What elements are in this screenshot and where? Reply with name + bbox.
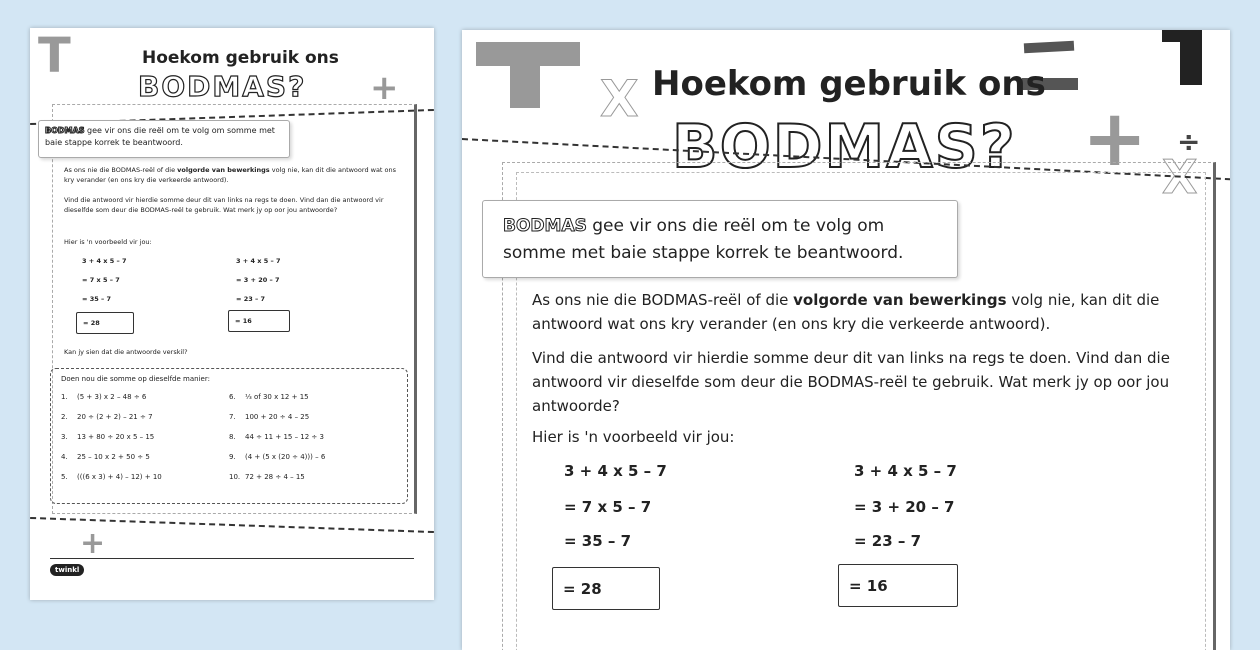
example-right-line: = 23 – 7 [236,295,266,303]
task-question: 13 + 80 ÷ 20 x 5 – 15 [77,433,155,441]
p1-bold: volgorde van bewerkings [793,291,1007,309]
title-line2: BODMAS? [138,70,307,103]
tasks-heading: Doen nou die somme op dieselfde manier: [61,375,210,383]
x-decoration: X [600,70,639,128]
paragraph-3: Hier is 'n voorbeeld vir jou: [532,428,735,446]
task-row [61,387,397,407]
task-question: (4 + (5 x (20 ÷ 4))) – 6 [245,453,326,461]
p1-pre: As ons nie die BODMAS-reël of die [64,166,178,174]
plus-decoration: + [370,68,399,108]
task-number: 9. [229,453,236,461]
footer-line [50,558,414,559]
task-question: (5 + 3) x 2 – 48 ÷ 6 [77,393,147,401]
p1-post: volg nie, kan dit die antwoord wat ons kry verander (en ons kry die verkeerde antwoord). [532,291,1160,333]
example-left-line: = 7 x 5 – 7 [82,276,120,284]
task-number: 2. [61,413,68,421]
task-number: 7. [229,413,236,421]
task-question: 72 + 28 ÷ 4 – 15 [245,473,305,481]
task-row [61,407,397,427]
t-shape-decoration [1180,30,1202,85]
example-left-line: 3 + 4 x 5 – 7 [564,462,667,480]
p1-post: volg nie, kan dit die antwoord wat ons kry verander (en ons kry die verkeerde antwoord). [64,166,397,184]
task-question: ⅓ of 30 x 12 + 15 [245,393,309,401]
intro-text: gee vir ons die reël om te volg om somme met baie stappe korrek te beantwoord. [45,126,275,147]
task-question: 100 + 20 ÷ 4 – 25 [245,413,310,421]
example-right-line: = 3 + 20 – 7 [236,276,280,284]
task-question: 44 ÷ 11 + 15 – 12 ÷ 3 [245,433,324,441]
task-question: (((6 x 3) + 4) – 12) + 10 [77,473,162,481]
task-number: 10. [229,473,241,481]
example-right-line: = 23 – 7 [854,532,922,550]
answer-box: = 16 [838,564,958,607]
example-right-line: 3 + 4 x 5 – 7 [236,257,281,265]
question: Kan jy sien dat die antwoorde verskil? [64,348,188,356]
task-number: 6. [229,393,236,401]
bodmas-word: BODMAS [45,126,85,135]
title-line2: BODMAS? [672,112,1017,182]
answer-box: = 28 [552,567,660,610]
example-left-line: = 35 – 7 [82,295,112,303]
task-number: 5. [61,473,68,481]
intro-text: gee vir ons die reël om te volg om somme met baie stappe korrek te beantwoord. [503,216,904,264]
tasks-box [50,368,408,504]
task-number: 4. [61,453,68,461]
title-line1: Hoekom gebruik ons [142,48,339,68]
worksheet-thumbnail [30,28,434,600]
x-decoration: X [1162,150,1198,204]
t-shape-decoration [510,42,540,108]
paragraph-1 [532,288,1172,336]
example-right-line: = 3 + 20 – 7 [854,498,955,516]
example-left-line: 3 + 4 x 5 – 7 [82,257,127,265]
task-row [61,427,397,447]
example-right-line: 3 + 4 x 5 – 7 [854,462,957,480]
example-left-line: = 35 – 7 [564,532,632,550]
worksheet-zoomed [462,30,1230,650]
paragraph-1 [64,166,404,186]
example-left-line: = 7 x 5 – 7 [564,498,652,516]
paragraph-2: Vind die antwoord vir hierdie somme deur dit van links na regs te doen. Vind dan die antwoord vir dieselfde som deur die BODMAS-reël te gebruik. Wat merk jy op oor jou antwoorde? [532,349,1170,415]
answer-box: = 28 [76,312,134,334]
p1-bold: volgorde van bewerkings [177,166,270,174]
task-row [61,447,397,467]
task-question: 25 – 10 x 2 + 50 ÷ 5 [77,453,150,461]
intro-callout [482,200,958,278]
task-question: 20 ÷ (2 + 2) – 21 ÷ 7 [77,413,153,421]
p1-pre: As ons nie die BODMAS-reël of die [532,291,794,309]
t-shape-decoration: T [38,28,71,84]
divide-decoration: ÷ [1177,125,1201,158]
paragraph-3: Hier is 'n voorbeeld vir jou: [64,238,152,246]
paragraph-2: Vind die antwoord vir hierdie somme deur dit van links na regs te doen. Vind dan die antwoord vir dieselfde som deur die BODMAS-reël te gebruik. Wat merk jy op oor jou antwoorde? [64,196,384,214]
task-number: 1. [61,393,68,401]
intro-callout [38,120,290,158]
task-number: 3. [61,433,68,441]
title-line1: Hoekom gebruik ons [652,64,1046,104]
answer-box: = 16 [228,310,290,332]
task-row [61,467,397,487]
plus-decoration: + [80,526,106,561]
minus-decoration [1024,41,1074,54]
plus-decoration: + [1082,94,1148,184]
twinkl-logo: twinkl [50,564,84,576]
task-number: 8. [229,433,236,441]
bodmas-word: BODMAS [503,216,587,236]
